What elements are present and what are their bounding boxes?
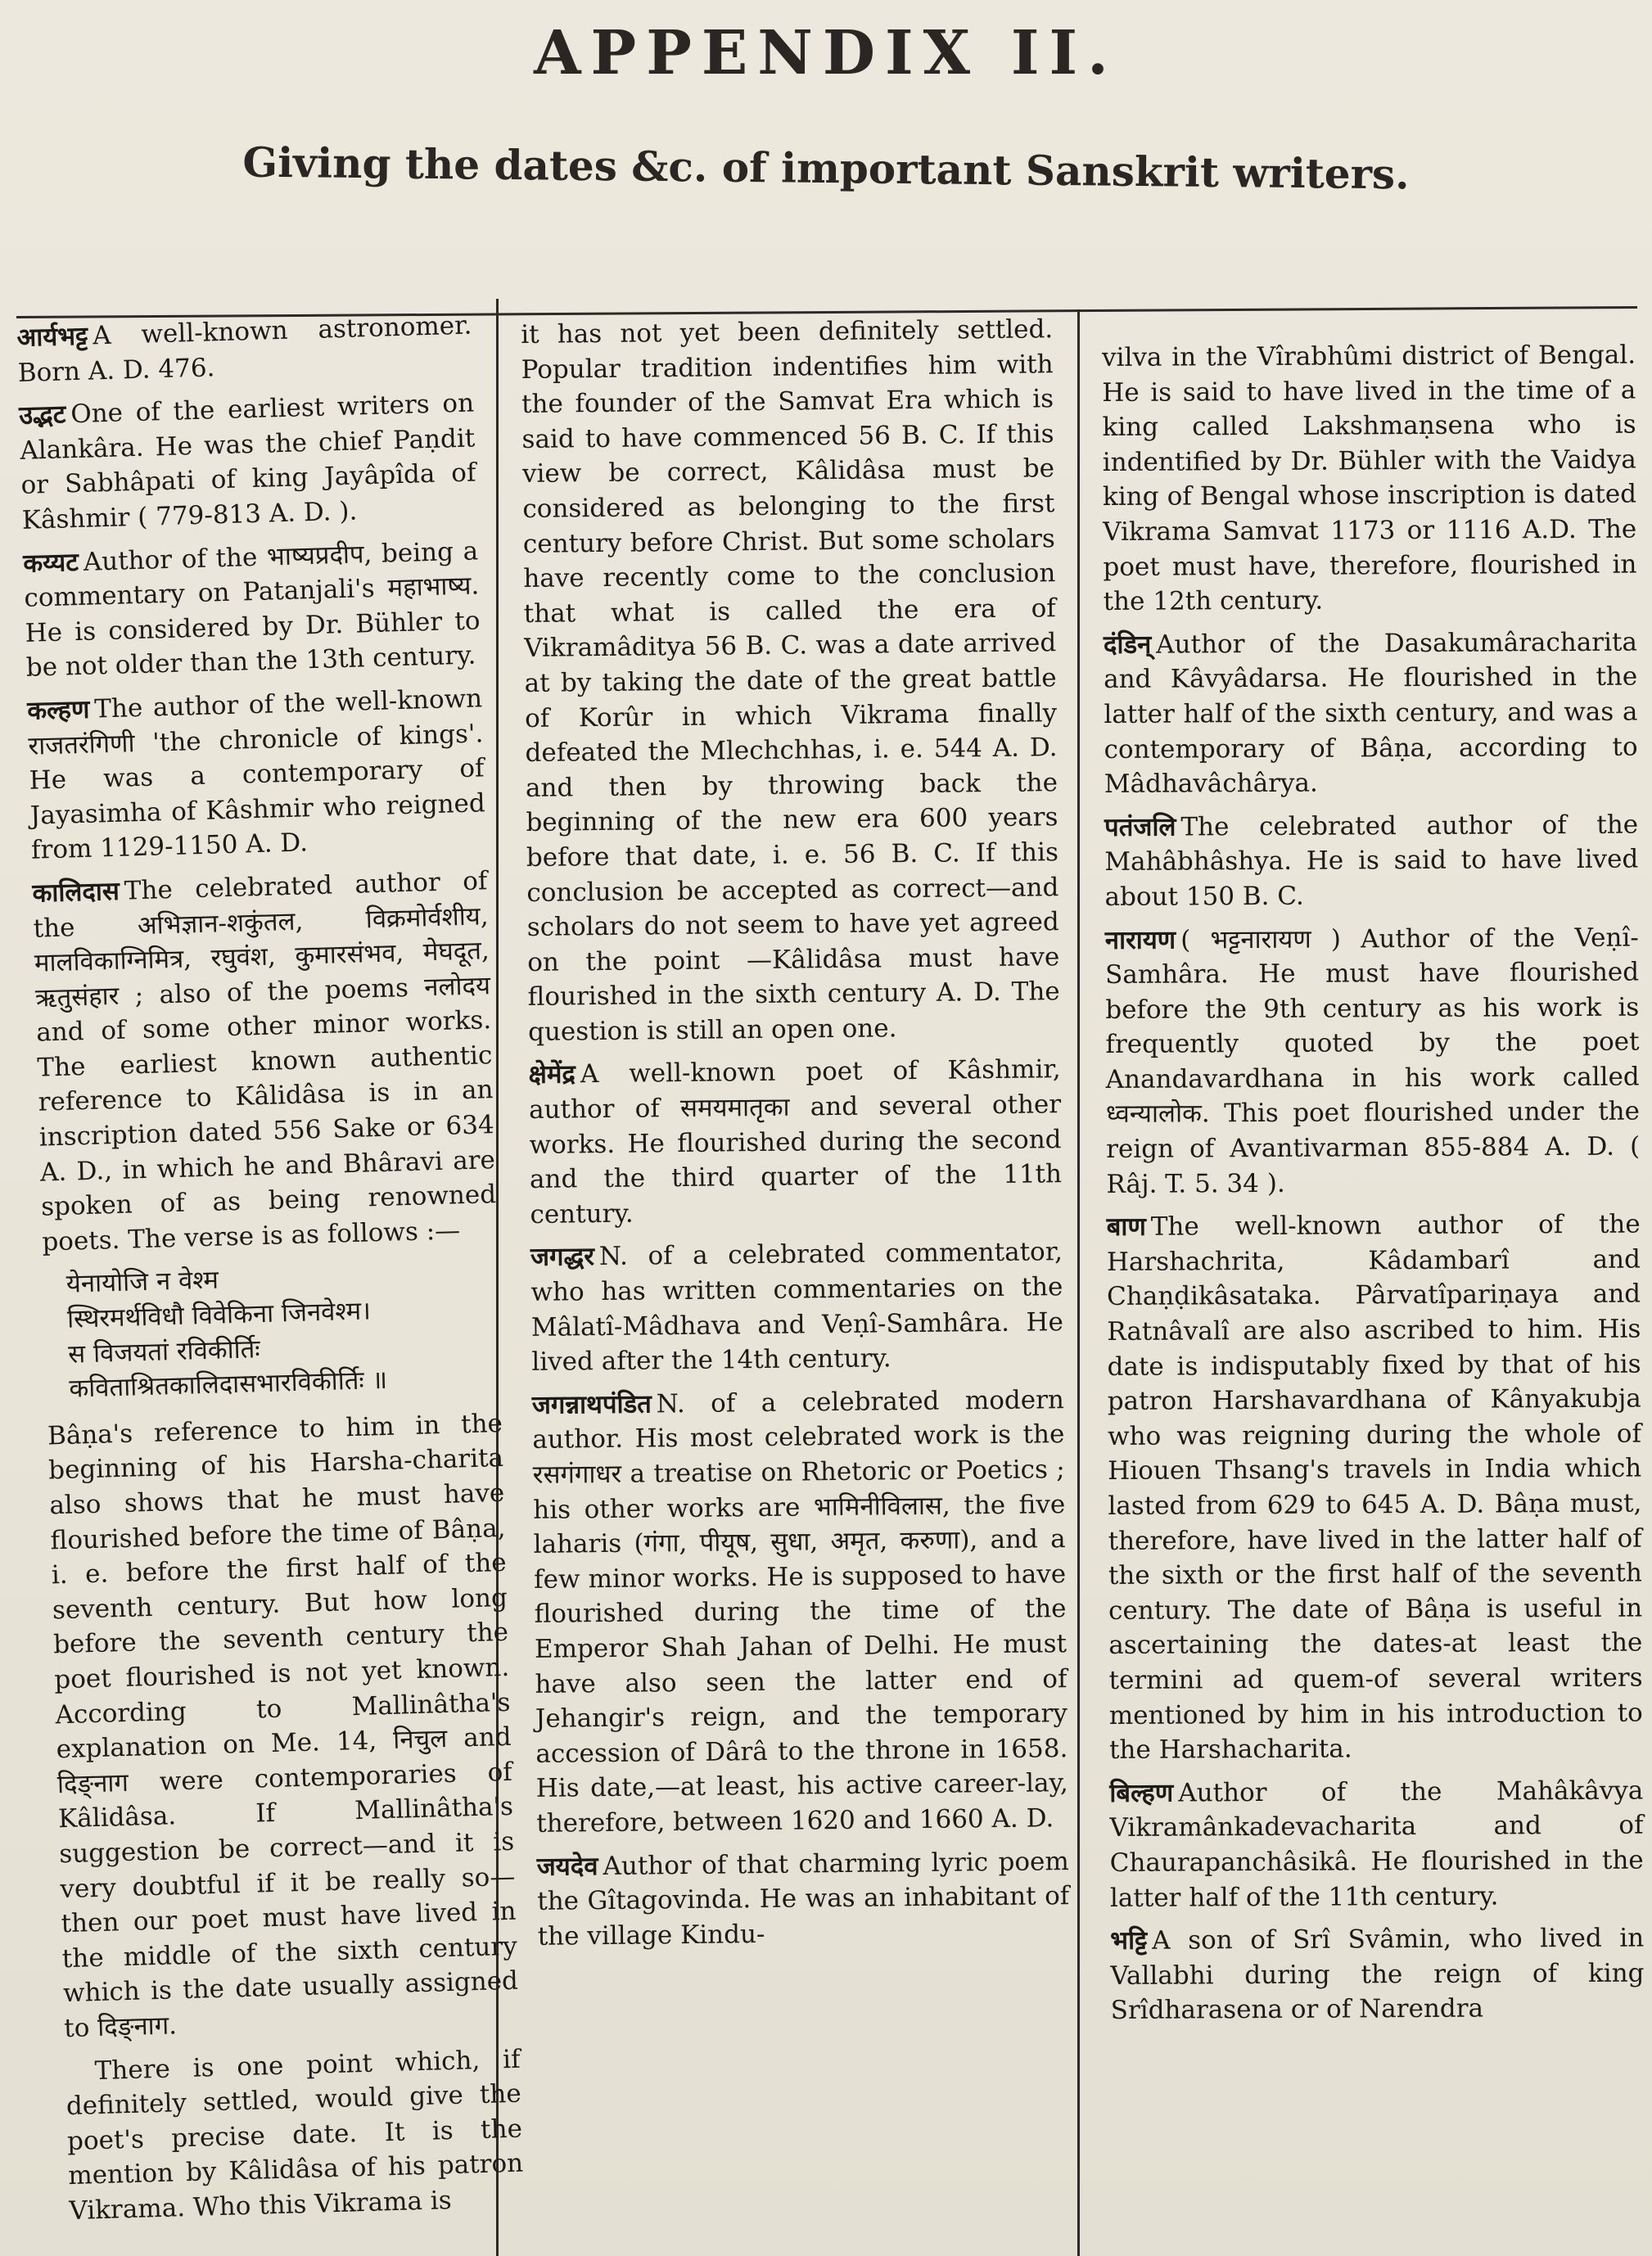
- entry-text: The well-known author of the Harshachrita, Kâdambarî and Chaṇḍikâsataka. Pârvatîpariṇaya and Ratnâvalî are also ascribed to him. His date is indisputably fixed by that of his patron Harshavardhana of Kânyakubja who was reigning during the whole of Hiouen Thsang's travels in India which lasted from 629 to 645 A. D. Bâṇa must, therefore, have lived in the latter half of the sixth or the first half of the seventh century. The date of Bâṇa is useful in ascertaining the dates-at least the termini ad quem-of several writers mentioned by him in his introduction to the Harshacharita.: [1106, 1209, 1643, 1766]
- verse-block: [43, 1255, 502, 1407]
- entry-kalidasa: [32, 864, 498, 1260]
- verse-line: येनायोजि न वेश्म: [65, 1266, 219, 1300]
- entry-head: कालिदास: [32, 876, 120, 909]
- entry-text: A well-known astronomer. Born A. D. 476.: [17, 310, 472, 388]
- entry-text: Author of the Mahâkâvya Vikramânkadevacharita and of Chaurapanchâsikâ. He flourished in the latter half of the 11th century.: [1109, 1775, 1644, 1913]
- entry-text: Author of the भाष्यप्रदीप, being a commentary on Patanjali's महाभाष्य. He is considered by Dr. Bühler to be not older than the 13th century.: [23, 535, 481, 684]
- entry-text: The celebrated author of the Mahâbhâshya. He is said to have lived about 150 B. C.: [1104, 810, 1639, 912]
- page-subtitle: Giving the dates &c. of important Sanskrit writers.: [242, 138, 1410, 199]
- entry-head: जगद्धर: [530, 1242, 595, 1273]
- entry-text: A well-known poet of Kâshmir, author of समयमातृका and several other works. He flourished during the second and the third quarter of the 11th century.: [528, 1054, 1063, 1230]
- entry-jagannatha: [532, 1383, 1069, 1841]
- column-3: [1102, 338, 1645, 2037]
- verse-line: स विजयतां रविकीर्तिः: [67, 1333, 261, 1369]
- entry-head: बिल्हण: [1109, 1778, 1174, 1808]
- entry-jayadeva: [537, 1844, 1070, 1955]
- entry-text: Author of that charming lyric poem the Gîtagovinda. He was an inhabitant of the village Kindu-: [537, 1846, 1070, 1951]
- entry-head: कल्हण: [26, 694, 90, 726]
- entry-head: क्षेमेंद्र: [528, 1059, 576, 1090]
- entry-patanjali: [1104, 807, 1639, 914]
- entry-head: दंडिन्: [1103, 629, 1152, 660]
- entry-text: N. of a celebrated modern author. His most celebrated work is the रसगंगाधर a treatise on Rhetoric or Poetics ; his other works are भामिनीविलास, the five laharis (गंगा, पीयूष, सुधा, अमृत, करुणा), and a few minor works. He is supposed to have flourished during the time of the Emperor Shah Jahan of Delhi. He must have also seen the latter end of Jehangir's reign, and the temporary accession of Dârâ to the throne in 1658. His date,—at least, his active career-lay, therefore, between 1620 and 1660 A. D.: [532, 1384, 1068, 1839]
- entry-text: The celebrated author of the अभिज्ञान-शकुंतल, विक्रमोर्वशीय, मालविकाग्निमित्र, रघुवंश, कुमारसंभव, मेघदूत, ऋतुसंहार ; also of the poems नलोदय and of some other minor works. The earliest known authentic reference to Kâlidâsa is in an inscription dated 556 Sake or 634 A. D., in which he and Bhâravi are spoken of as being renowned poets. The verse is as follows :—: [33, 866, 497, 1257]
- entry-text: N. of a celebrated commentator, who has written commentaries on the Mâlatî-Mâdhava and Veṇî-Samhâra. He lived after the 14th century.: [530, 1237, 1064, 1378]
- entry-text: The author of the well-known राजतरंगिणी 'the chronicle of kings'. He was a contemporary of Jayasimha of Kâshmir who reigned from 1129-1150 A. D.: [28, 684, 486, 866]
- paragraph-bana-reference: Bâṇa's reference to him in the beginning of his Harsha-charita also shows that he must have flourished before the time of Bâṇa, i. e. before the first half of the seventh century. But how long before the seventh century the poet flourished is not yet known. According to Mallinâtha's explanation on Me. 14, निचुल and दिङ्नाग were contemporaries of Kâlidâsa. If Mallinâtha's suggestion be correct—and it is very doubtful if it be really so—then our poet must have lived in the middle of the sixth century which is the date usually assigned to दिङ्नाग.: [47, 1408, 519, 2044]
- entry-text: One of the earliest writers on Alankâra. He was the chief Paṇdit or Sabhâpati of king Jayâpîda of Kâshmir ( 779-813 A. D. ).: [19, 388, 476, 535]
- entry-text: A son of Srî Svâmin, who lived in Vallabhi during the reign of king Srîdharasena or of Narendra: [1110, 1923, 1645, 2026]
- entry-head: उद्भट: [18, 399, 66, 431]
- paragraph-vikrama: There is one point which, if definitely settled, would give the poet's precise date. It is the mention by Kâlidâsa of his patron Vikrama. Who this Vikrama is: [65, 2044, 524, 2226]
- entry-dandin: [1104, 625, 1638, 801]
- entry-text: ( भट्टनारायण ) Author of the Veṇî-Samhâra. He must have flourished before the 9th century as his work is frequently quoted by the poet Anandavardhana in his work called ध्वन्यालोक. This poet flourished under the reign of Avantivarman 855-884 A. D. ( Râj. T. 5. 34 ).: [1104, 923, 1641, 1199]
- entry-head: जयदेव: [536, 1851, 598, 1882]
- verse-line: स्थिरमर्थविधौ विवेकिना जिनवेश्म।: [66, 1296, 372, 1334]
- column-1: [16, 308, 525, 2236]
- verse-line: कविताश्रितकालिदासभारविकीर्तिः ॥: [68, 1365, 388, 1404]
- paragraph-continuation: vilva in the Vîrabhûmi district of Bengal. He is said to have lived in the time of a king called Lakshmaṇsena who is indentified by Dr. Bühler with the Vaidya king of Bengal whose inscription is dated Vikrama Samvat 1173 or 1116 A.D. The poet must have, therefore, flourished in the 12th century.: [1102, 340, 1637, 617]
- entry-head: बाण: [1106, 1211, 1146, 1243]
- entry-bhatti: [1110, 1921, 1645, 2028]
- entry-aryabhata: [16, 308, 473, 390]
- entry-kshemendra: [528, 1053, 1062, 1233]
- entry-kaiyata: [23, 534, 482, 686]
- entry-jagaddhara: [530, 1235, 1064, 1380]
- entry-kalhana: [27, 681, 487, 868]
- entry-head: जगन्नाथपंडित: [531, 1389, 652, 1420]
- column-divider-right: [1077, 309, 1080, 2256]
- entry-narayana: [1105, 920, 1641, 1202]
- entry-text: Author of the Dasakumâracharita and Kâvyâdarsa. He flourished in the latter half of the sixth century, and was a contemporary of Bâṇa, according to Mâdhavâchârya.: [1104, 627, 1638, 800]
- entry-head: आर्यभट्ट: [16, 321, 88, 353]
- entry-bilhana: [1109, 1773, 1644, 1915]
- entry-udbhata: [19, 386, 478, 539]
- page-title: APPENDIX II.: [534, 18, 1118, 88]
- paragraph-continuation: it has not yet been definitely settled. Popular tradition indentifies him with the founder of the Samvat Era which is said to have commenced 56 B. C. If this view be correct, Kâlidâsa must be considered as belonging to the first century before Christ. But some scholars have recently come to the conclusion that what is called the era of Vikramâditya 56 B. C. was a date arrived at by taking the date of the great battle of Korûr in which Vikrama finally defeated the Mlechchhas, i. e. 544 A. D. and then by throwing back the beginning of the new era 600 years before that date, i. e. 56 B. C. If this conclusion be accepted as correct—and scholars do not seem to have yet agreed on the point —Kâlidâsa must have flourished in the sixth century A. D. The question is still an open one.: [521, 314, 1060, 1047]
- entry-head: नारायण: [1104, 925, 1176, 955]
- entry-head: पतंजलि: [1104, 812, 1176, 842]
- entry-bana: [1107, 1207, 1644, 1768]
- entry-head: भट्टि: [1110, 1925, 1148, 1956]
- column-2: [521, 312, 1070, 1962]
- entry-head: कय्यट: [22, 547, 79, 579]
